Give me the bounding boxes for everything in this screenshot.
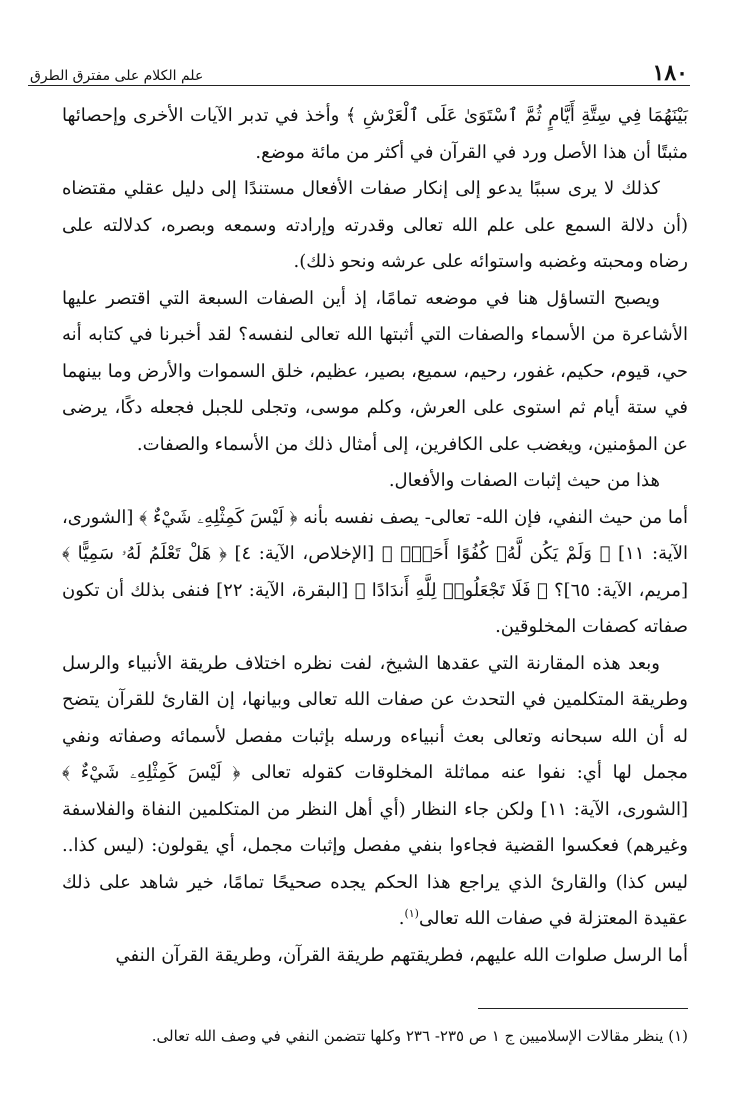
paragraph: كذلك لا يرى سببًا يدعو إلى إنكار صفات الأفعال مستندًا إلى دليل عقلي مقتضاه (أن دلالة السمع على علم الله تعالى وقدرته وإرادته وسمعه وبصره، كدلالته على رضاه ومحبته وغضبه واستوائه على عرشه ونحو ذلك). (62, 178, 688, 272)
page-number: ١٨٠ (652, 60, 688, 86)
page-body (62, 98, 688, 974)
paragraph: هذا من حيث إثبات الصفات والأفعال. (388, 470, 660, 491)
paragraph-text: وبعد هذه المقارنة التي عقدها الشيخ، لفت نظره اختلاف طريقة الأنبياء والرسل وطريقة المتكلمين في التحدث عن صفات الله تعالى وبيانها، إن القارئ للقرآن يتضح له أن الله سبحانه وتعالى بعث أنبياءه ورسله بإثبات مفصل لأسمائه وصفاته ونفي مجمل لها أي: نفوا عنه مماثلة المخلوقات كقوله تعالى ﴿ لَيْسَ كَمِثْلِهِۦ شَيْءٌ ﴾ [الشورى، الآية: ١١] ولكن جاء النظار (أي أهل النظر من المتكلمين النفاة والفلاسفة وغيرهم) فعكسوا القضية فجاءوا بنفي مفصل وإثبات مجمل، أي يقولون: (ليس كذا.. ليس كذا) والقارئ الذي يراجع هذا الحكم يجده صحيحًا تمامًا، خير شاهد على ذلك عقيدة المعتزلة في صفات الله تعالى (62, 652, 689, 929)
page-header (30, 56, 688, 84)
paragraph: ويصبح التساؤل هنا في موضعه تمامًا، إذ أين الصفات السبعة التي اقتصر عليها الأشاعرة من الأسماء والصفات التي أثبتها الله تعالى لنفسه؟ لقد أخبرنا في كتابه أنه حي، قيوم، حكيم، غفور، رحيم، سميع، بصير، عظيم، خلق السموات والأرض وما بينهما في ستة أيام ثم استوى على العرش، وكلم موسى، وتجلى للجبل فجعله دكًا، يرضى عن المؤمنين، ويغضب على الكافرين، إلى أمثال ذلك من الأسماء والصفات. (62, 287, 688, 455)
paragraph: أما الرسل صلوات الله عليهم، فطريقتهم طريقة القرآن، وطريقة القرآن النفي (115, 944, 688, 966)
header-rule (28, 85, 690, 86)
paragraph: أما من حيث النفي، فإن الله- تعالى- يصف نفسه بأنه ﴿ لَيْسَ كَمِثْلِهِۦ شَيْءٌ ﴾ [الشورى، الآية: ١١] ﴿ وَلَمْ يَكُن لَّهُۥ كُفُوًا أَحَدٌۢ ﴾ [الإخلاص، الآية: ٤] ﴿ هَلْ تَعْلَمُ لَهُۥ سَمِيًّا ﴾ [مريم، الآية: ٦٥]؟ ﴿ فَلَا تَجْعَلُوا۟ لِلَّهِ أَندَادًا ﴾ [البقرة، الآية: ٢٢] فنفى بذلك أن تكون صفاته كصفات المخلوقين. (62, 506, 688, 637)
footnote-reference[interactable]: (١) (404, 907, 419, 920)
paragraph: بَيْنَهُمَا فِي سِتَّةِ أَيَّامٍ ثُمَّ ٱسْتَوَىٰ عَلَى ٱلْعَرْشِ ﴾ وأخذ في تدبر الآيات الأخرى وإحصائها مثبتًا أن هذا الأصل ورد في القرآن في أكثر من مائة موضع. (62, 105, 688, 163)
paragraph-with-note: وبعد هذه المقارنة التي عقدها الشيخ، لفت نظره اختلاف طريقة الأنبياء والرسل وطريقة المتكلمين في التحدث عن صفات الله تعالى وبيانها، إن القارئ للقرآن يتضح له أن الله سبحانه وتعالى بعث أنبياءه ورسله بإثبات مفصل لأسمائه وصفاته ونفي مجمل لها أي: نفوا عنه مماثلة المخلوقات كقوله تعالى ﴿ لَيْسَ كَمِثْلِهِۦ شَيْءٌ ﴾ [الشورى، الآية: ١١] ولكن جاء النظار (أي أهل النظر من المتكلمين النفاة والفلاسفة وغيرهم) فعكسوا القضية فجاءوا بنفي مفصل وإثبات مجمل، أي يقولون: (ليس كذا.. ليس كذا) والقارئ الذي يراجع هذا الحكم يجده صحيحًا تمامًا، خير شاهد على ذلك عقيدة المعتزلة في صفات الله تعالى$^{(١)}$. (62, 652, 689, 929)
running-title: علم الكلام على مفترق الطرق (30, 68, 204, 84)
footnote: (١) ينظر مقالات الإسلاميين ج ١ ص ٢٣٥- ٢٣٦ وكلها تتضمن النفي في وصف الله تعالى. (151, 1027, 688, 1045)
footnote-rule (478, 1008, 688, 1009)
